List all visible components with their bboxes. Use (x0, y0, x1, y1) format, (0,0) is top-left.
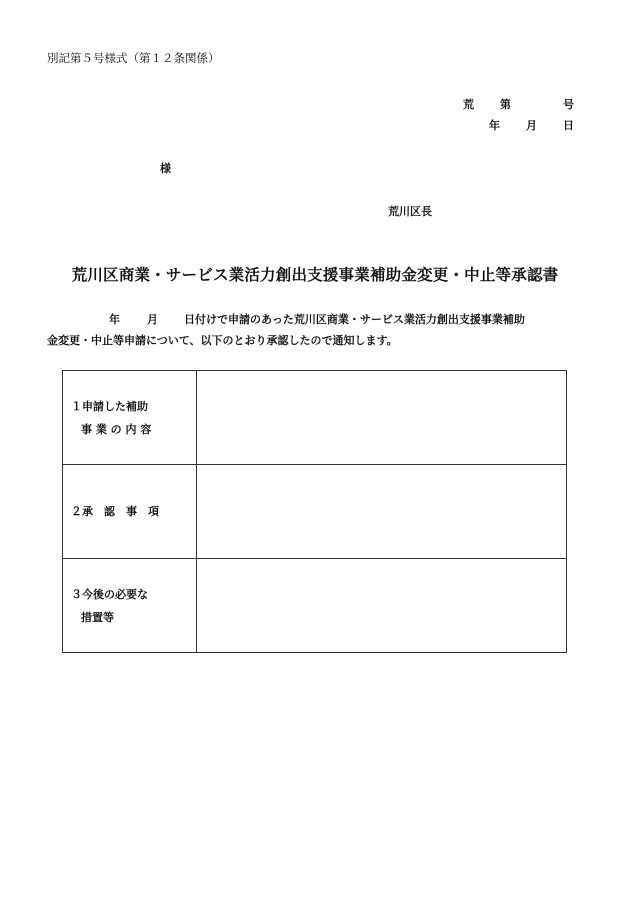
label-line: 事 業 の 内 容 (81, 422, 152, 436)
addressee-suffix: 様 (160, 162, 171, 175)
body-year: 年 (109, 313, 120, 326)
table-row (63, 371, 567, 465)
row-value-future-measures (197, 559, 567, 653)
date-day: 日 (563, 119, 574, 132)
date-month: 月 (526, 119, 537, 132)
body-month: 月 (147, 313, 158, 326)
row-label-future-measures (63, 559, 197, 653)
label-line: ３今後の必要な (71, 587, 148, 601)
reference-dai: 第 (500, 98, 511, 111)
label-line: ２承 認 事 項 (71, 505, 159, 518)
reference-go: 号 (563, 98, 574, 111)
date-year: 年 (489, 119, 500, 132)
reference-prefix: 荒 (463, 98, 474, 111)
row-value-subsidy-content (197, 371, 567, 465)
row-label-approval-items (63, 465, 197, 559)
table-row (63, 559, 567, 653)
body-line1: 日付けで申請のあった荒川区商業・サービス業活力創出支援事業補助 (184, 313, 525, 326)
body-line2: 金変更・中止等申請について、以下のとおり承認したので通知します。 (47, 334, 398, 347)
approval-table (62, 370, 567, 653)
sender-name: 荒川区長 (388, 205, 432, 218)
label-line: 措置等 (81, 610, 114, 624)
row-label-subsidy-content (63, 371, 197, 465)
label-line: １申請した補助 (71, 399, 148, 413)
row-value-approval-items (197, 465, 567, 559)
table-row (63, 465, 567, 559)
form-number: 別記第５号様式（第１２条関係） (47, 51, 220, 65)
document-title: 荒川区商業・サービス業活力創出支援事業補助金変更・中止等承認書 (71, 266, 559, 284)
